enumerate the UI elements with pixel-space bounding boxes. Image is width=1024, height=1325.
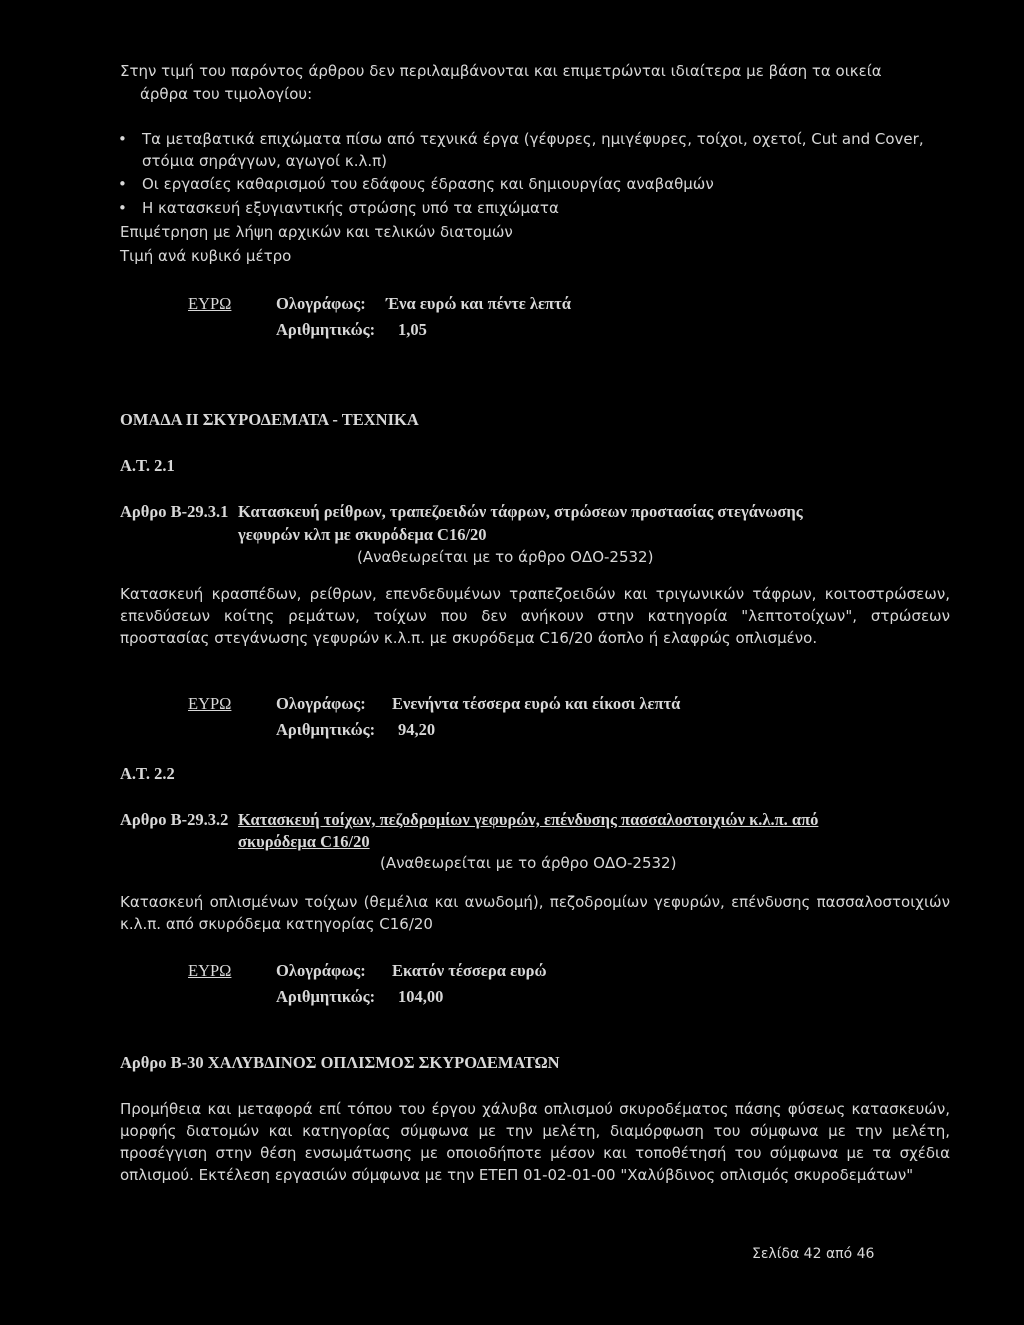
at-code: Α.Τ. 2.2	[120, 764, 175, 783]
article-body: Κατασκευή κρασπέδων, ρείθρων, επενδεδυμένων τραπεζοειδών και τριγωνικών τάφρων, κοιτοστρώσεων, επενδύσεων κοίτης ρεμάτων, τοίχων που δεν ανήκουν στην κατηγορία "λεπτοτοίχων", στρώσεων προστασίας στεγάνωσης γεφυρών κ.λ.π. με σκυρόδεμα C16/20 άοπλο ή ελαφρώς οπλισμένο.	[120, 585, 950, 647]
measurement-note: Επιμέτρηση με λήψη αρχικών και τελικών διατομών	[120, 223, 513, 241]
currency-label: ΕΥΡΩ	[188, 694, 232, 713]
numeric-label: Αριθμητικώς:	[276, 720, 376, 739]
price-in-words: Ενενήντα τέσσερα ευρώ και είκοσι λεπτά	[392, 694, 681, 713]
bullet-item: • Τα μεταβατικά επιχώματα πίσω από τεχνικά έργα (γέφυρες, ημιγέφυρες, τοίχοι, οχετοί, Cut and Cover, στόμια σηράγγων, αγωγοί κ.λ.π)	[142, 128, 950, 172]
article-heading: Αρθρο Β-30 ΧΑΛΥΒΔΙΝΟΣ ΟΠΛΙΣΜΟΣ ΣΚΥΡΟΔΕΜΑΤΩΝ	[120, 1053, 560, 1072]
article-revision-ref: (Αναθεωρείται με το άρθρο ΟΔΟ-2532)	[380, 854, 677, 872]
price-numeric: 1,05	[398, 320, 427, 339]
article-title-line-2: γεφυρών κλπ με σκυρόδεμα C16/20	[238, 525, 487, 544]
article-title-line-1: Κατασκευή ρείθρων, τραπεζοειδών τάφρων, στρώσεων προστασίας στεγάνωσης	[238, 502, 803, 521]
article-revision-ref: (Αναθεωρείται με το άρθρο ΟΔΟ-2532)	[357, 548, 654, 566]
numeric-label: Αριθμητικώς:	[276, 320, 376, 339]
unit-price-note: Τιμή ανά κυβικό μέτρο	[120, 247, 292, 265]
intro-line-1: Στην τιμή του παρόντος άρθρου δεν περιλαμβάνονται και επιμετρώνται ιδιαίτερα με βάση τα οικεία	[120, 62, 882, 80]
article-code: Αρθρο Β-29.3.2	[120, 810, 229, 829]
price-numeric: 104,00	[398, 987, 444, 1006]
article-code: Αρθρο Β-29.3.1	[120, 502, 229, 521]
group-title: ΟΜΑΔΑ ΙΙ ΣΚΥΡΟΔΕΜΑΤΑ - ΤΕΧΝΙΚΑ	[120, 410, 419, 429]
words-label: Ολογράφως:	[276, 294, 366, 313]
currency-label: ΕΥΡΩ	[188, 294, 232, 313]
price-in-words: Εκατόν τέσσερα ευρώ	[392, 961, 547, 980]
at-code: Α.Τ. 2.1	[120, 456, 175, 475]
numeric-label: Αριθμητικώς:	[276, 987, 376, 1006]
words-label: Ολογράφως:	[276, 961, 366, 980]
page-number: Σελίδα 42 από 46	[752, 1246, 875, 1262]
words-label: Ολογράφως:	[276, 694, 366, 713]
price-in-words: Ένα ευρώ και πέντε λεπτά	[386, 294, 571, 313]
article-body: Προμήθεια και μεταφορά επί τόπου του έργου χάλυβα οπλισμού σκυροδέματος πάσης φύσεως κατασκευών, μορφής διατομών και κατηγορίας σύμφωνα με την μελέτη, διαμόρφωση του σύμφωνα με την μελέτη, προσέγγιση στην θέση ενσωμάτωσης με οποιοδήποτε μέσον και τοποθέτησή του σύμφωνα με τα σχέδια οπλισμού. Εκτέλεση εργασιών σύμφωνα με την ΕΤΕΠ 01-02-01-00 "Χαλύβδινος οπλισμός σκυροδεμάτων"	[120, 1100, 950, 1184]
currency-label: ΕΥΡΩ	[188, 961, 232, 980]
price-numeric: 94,20	[398, 720, 436, 739]
intro-line-2: άρθρα του τιμολογίου:	[140, 85, 313, 103]
article-title-line-1: Κατασκευή τοίχων, πεζοδρομίων γεφυρών, επένδυσης πασσαλοστοιχιών κ.λ.π. από	[238, 810, 819, 829]
article-body: Κατασκευή οπλισμένων τοίχων (θεμέλια και ανωδομή), πεζοδρομίων γεφυρών, επένδυσης πασσαλοστοιχιών κ.λ.π. από σκυρόδεμα κατηγορίας C16/20	[120, 893, 950, 933]
bullet-item: • Η κατασκευή εξυγιαντικής στρώσης υπό τα επιχώματα	[142, 197, 950, 219]
bullet-item: • Οι εργασίες καθαρισμού του εδάφους έδρασης και δημιουργίας αναβαθμών	[142, 173, 950, 195]
article-title-line-2: σκυρόδεμα C16/20	[238, 832, 370, 851]
